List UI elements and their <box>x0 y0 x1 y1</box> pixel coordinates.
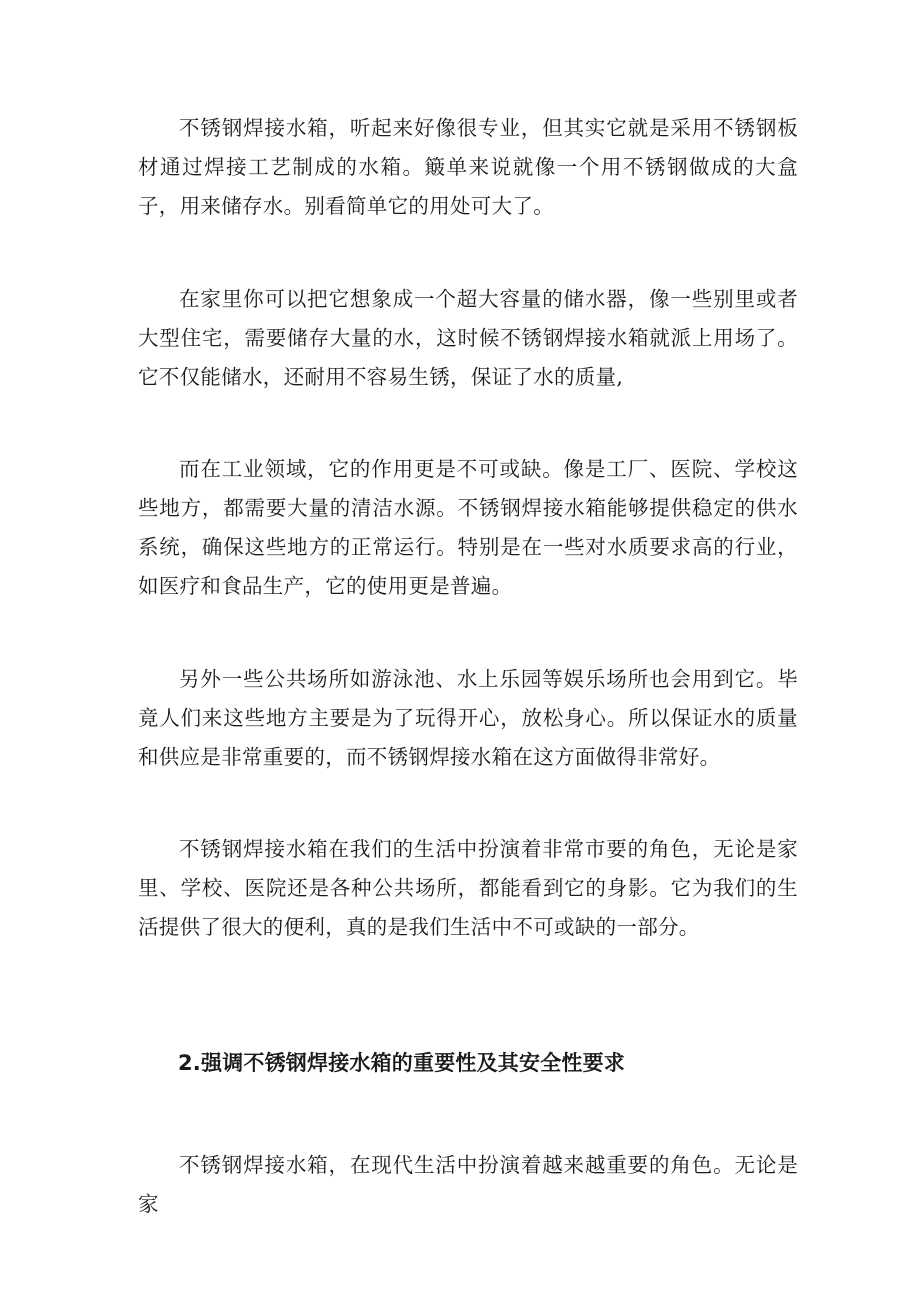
paragraph-5: 不锈钢焊接水箱在我们的生活中扮演着非常市要的角色，无论是家里、学校、医院还是各种公共场所，都能看到它的身影。它为我们的生活提供了很大的便利，真的是我们生活中不可或缺的一部分。 <box>138 837 798 939</box>
paragraph-2: 在家里你可以把它想象成一个超大容量的储水器，像一些别里或者大型住宅，需要储存大量的水，这时候不锈钢焊接水箱就派上用场了。它不仅能储水，还耐用不容易生锈，保证了水的质量, <box>138 287 798 389</box>
paragraph-4: 另外一些公共场所如游泳池、水上乐园等娱乐场所也会用到它。毕竟人们来这些地方主要是为了玩得开心，放松身心。所以保证水的质量和供应是非常重要的，而不锈钢焊接水箱在这方面做得非常好。 <box>138 667 798 769</box>
section-paragraph-1: 不锈钢焊接水箱，在现代生活中扮演着越来越重要的角色。无论是家 <box>138 1153 798 1216</box>
section-heading: 2.强调不锈钢焊接水箱的重要性及其安全性要求 <box>178 1051 625 1075</box>
paragraph-3: 而在工业领域，它的作用更是不可或缺。像是工厂、医院、学校这些地方，都需要大量的清洁水源。不锈钢焊接水箱能够提供稳定的供水系统，确保这些地方的正常运行。特别是在一些对水质要求高的行业，如医疗和食品生产，它的使用更是普遍。 <box>138 457 798 598</box>
paragraph-1: 不锈钢焊接水箱，听起来好像很专业，但其实它就是采用不锈钢板材通过焊接工艺制成的水箱。簸单来说就像一个用不锈钢做成的大盒子，用来储存水。别看简单它的用处可大了。 <box>138 116 798 218</box>
